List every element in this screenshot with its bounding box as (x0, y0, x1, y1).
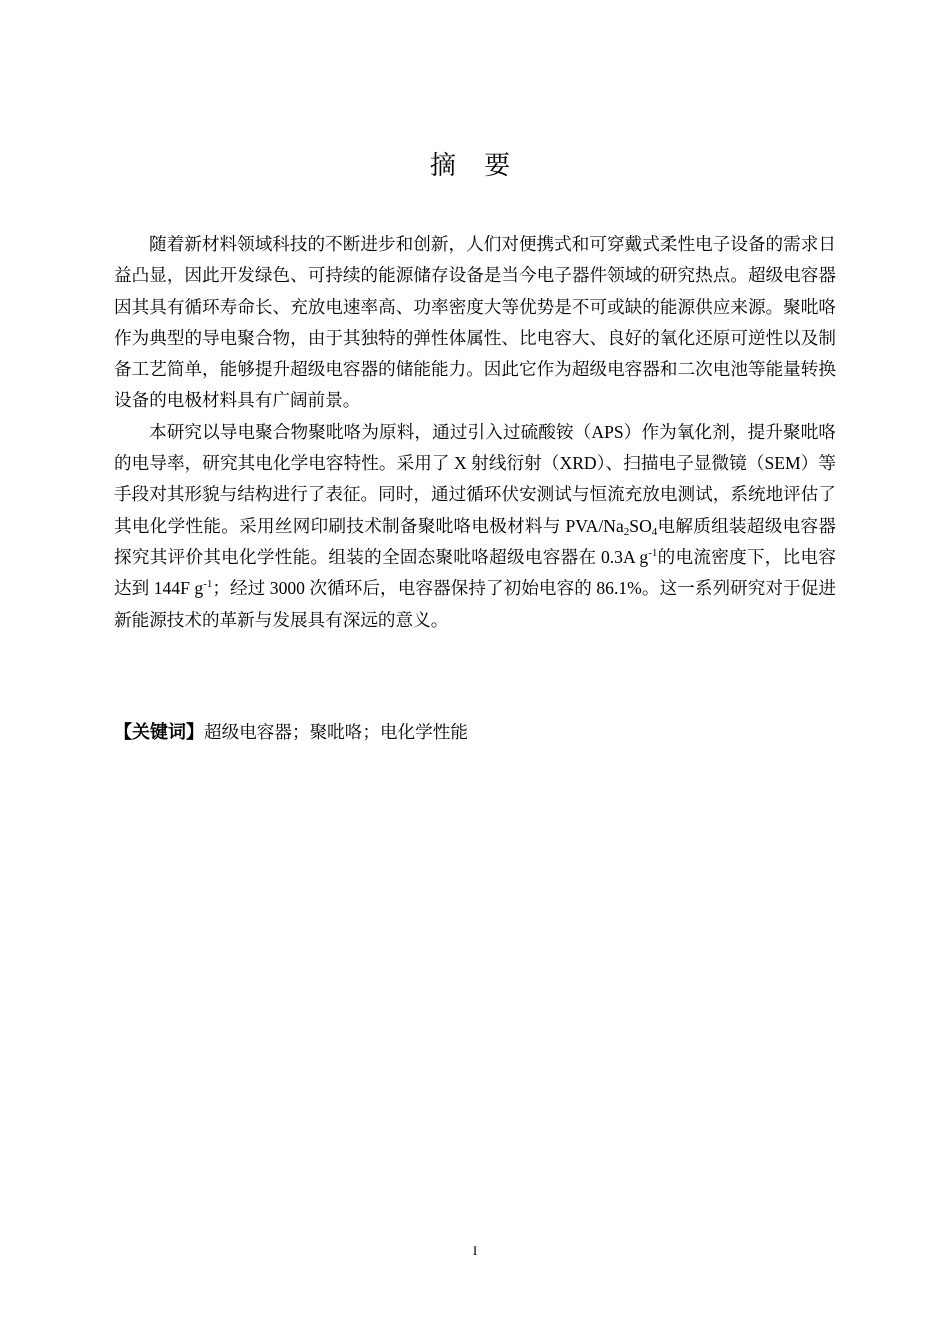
paragraph-2-part-4: 的电流密度下，比电容达到 144F g (114, 546, 836, 599)
keywords-line (114, 718, 836, 747)
paragraph-2-part-5: ；经过 3000 次循环后，电容器保持了初始电容的 86.1%。这一系列研究对于促进新能源技术的革新与发展具有深远的意义。 (114, 578, 836, 630)
page-number: I (472, 1243, 478, 1258)
abstract-paragraph-2 (114, 417, 836, 636)
keywords-label: 【关键词】 (114, 722, 204, 743)
superscript-minus-1-b: -1 (203, 578, 213, 591)
abstract-paragraph-1: 随着新材料领域科技的不断进步和创新，人们对便携式和可穿戴式柔性电子设备的需求日益凸显，因此开发绿色、可持续的能源储存设备是当今电子器件领域的研究热点。超级电容器因其具有循环寿命长、充放电速率高、功率密度大等优势是不可或缺的能源供应来源。聚吡咯作为典型的导电聚合物，由于其独特的弹性体属性、比电容大、良好的氧化还原可逆性以及制备工艺简单，能够提升超级电容器的储能能力。因此它作为超级电容器和二次电池等能量转换设备的电极材料具有广阔前景。 (114, 234, 836, 411)
superscript-minus-1-a: -1 (648, 546, 658, 559)
keywords-value: 超级电容器；聚吡咯；电化学性能 (204, 722, 468, 742)
paragraph-2-part-3: 电解质组装超级电容器探究其评价其电化学性能。组装的全固态聚吡咯超级电容器在 0.3A g (114, 515, 836, 567)
subscript-2: 2 (623, 525, 630, 538)
paragraph-2-part-1: 本研究以导电聚合物聚吡咯为原料，通过引入过硫酸铵（APS）作为氧化剂，提升聚吡咯的电导率，研究其电化学电容特性。采用了 X 射线衍射（XRD）、扫描电子显微镜（SEM）等手段对其形貌与结构进行了表征。同时，通过循环伏安测试与恒流充放电测试，系统地评估了其电化学性能。采用丝网印刷技术制备聚吡咯电极材料与 PVA/Na (114, 421, 836, 536)
abstract-body (114, 229, 836, 636)
page-title: 摘 要 (429, 151, 521, 181)
paragraph-2-part-2: SO (629, 515, 652, 536)
subscript-4: 4 (651, 525, 658, 538)
